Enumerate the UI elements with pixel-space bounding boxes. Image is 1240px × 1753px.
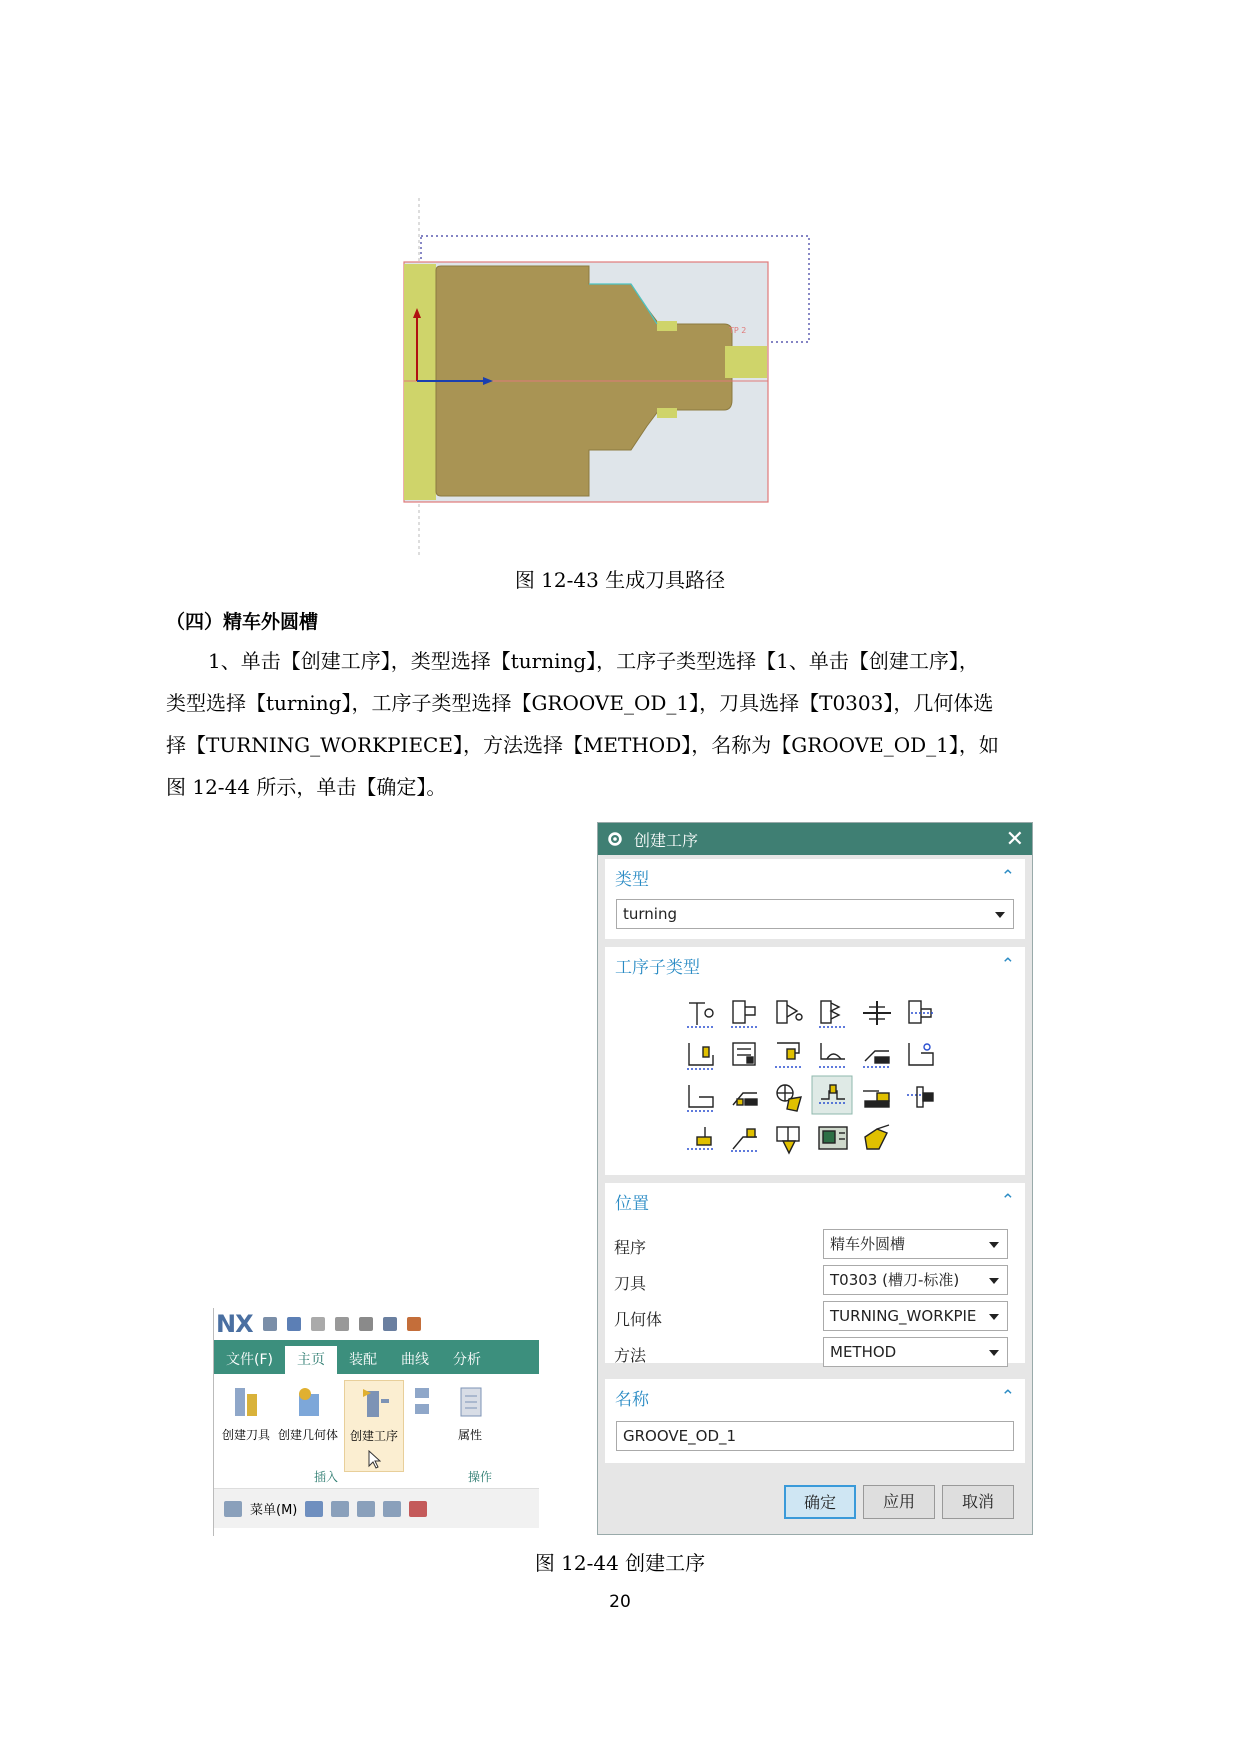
tp2-label: TP 2 bbox=[729, 326, 747, 335]
snap-icon[interactable] bbox=[357, 1501, 375, 1517]
location-section-label: 位置 bbox=[615, 1193, 649, 1214]
tool-label: 刀具 bbox=[614, 1274, 647, 1293]
dropdown-arrow-icon bbox=[989, 1242, 999, 1248]
collapse-icon[interactable]: ⌃ bbox=[1000, 867, 1015, 887]
group-operation-label: 操作 bbox=[468, 1470, 493, 1484]
create-operation-button[interactable] bbox=[344, 1380, 404, 1472]
dialog-title: 创建工序 bbox=[634, 830, 699, 850]
name-section bbox=[605, 1379, 1025, 1463]
small-tool-stack[interactable] bbox=[410, 1384, 434, 1426]
cancel-button[interactable]: 取消 bbox=[942, 1485, 1014, 1519]
gear-icon bbox=[606, 830, 624, 848]
ribbon-tools bbox=[214, 1374, 539, 1488]
create-tool-button[interactable] bbox=[216, 1384, 276, 1443]
dropdown-arrow-icon bbox=[995, 912, 1005, 918]
snap-icon[interactable] bbox=[331, 1501, 349, 1517]
create-operation-label: 创建工序 bbox=[349, 1429, 398, 1443]
snap-icon[interactable] bbox=[383, 1501, 401, 1517]
type-section-label: 类型 bbox=[615, 869, 649, 890]
body-paragraph bbox=[166, 640, 1076, 808]
collapse-icon[interactable]: ⌃ bbox=[1000, 955, 1015, 975]
figure1-caption: 图 12-43 生成刀具路径 bbox=[514, 568, 726, 592]
list-icon bbox=[412, 1384, 432, 1420]
properties-icon bbox=[453, 1384, 487, 1420]
collapse-icon[interactable]: ⌃ bbox=[1000, 1191, 1015, 1211]
dropdown-arrow-icon bbox=[989, 1314, 999, 1320]
touch-mode-icon[interactable] bbox=[383, 1317, 397, 1331]
tab-home[interactable]: 主页 bbox=[285, 1346, 337, 1374]
menu-button[interactable]: 菜单(M) bbox=[250, 1503, 298, 1518]
create-geometry-button[interactable] bbox=[278, 1384, 338, 1443]
type-section bbox=[605, 859, 1025, 939]
geometry-value: TURNING_WORKPIE bbox=[830, 1307, 977, 1325]
create-tool-icon bbox=[229, 1384, 263, 1420]
subtype-section bbox=[605, 947, 1025, 1175]
paragraph-line: 1、单击【创建工序】，类型选择【turning】，工序子类型选择【1、单击【创建工序】， bbox=[208, 649, 979, 673]
name-section-header[interactable] bbox=[605, 1379, 1025, 1415]
properties-button[interactable] bbox=[440, 1384, 500, 1443]
program-label: 程序 bbox=[614, 1238, 647, 1257]
method-label: 方法 bbox=[614, 1346, 647, 1365]
nx-logo: NX bbox=[216, 1310, 253, 1338]
geometry-label: 几何体 bbox=[614, 1310, 663, 1329]
name-input[interactable] bbox=[616, 1421, 1014, 1451]
dropdown-arrow-icon bbox=[989, 1350, 999, 1356]
create-tool-label: 创建刀具 bbox=[221, 1428, 270, 1442]
apply-button[interactable]: 应用 bbox=[863, 1485, 935, 1519]
cursor-icon bbox=[367, 1450, 381, 1470]
nx-ribbon-screenshot bbox=[213, 1308, 539, 1536]
create-geometry-icon bbox=[291, 1384, 325, 1420]
dropdown-arrow-icon bbox=[989, 1278, 999, 1284]
tab-assembly[interactable]: 装配 bbox=[348, 1352, 377, 1368]
tab-file[interactable]: 文件(F) bbox=[226, 1352, 273, 1368]
program-dropdown[interactable] bbox=[823, 1229, 1008, 1259]
create-operation-dialog bbox=[597, 822, 1033, 1535]
name-section-label: 名称 bbox=[615, 1389, 649, 1410]
page-number: 20 bbox=[609, 1592, 631, 1612]
paragraph-line: 类型选择【turning】，工序子类型选择【GROOVE_OD_1】，刀具选择【T0303】，几何体选 bbox=[166, 691, 994, 715]
tab-analysis[interactable]: 分析 bbox=[452, 1352, 481, 1368]
paragraph-line: 择【TURNING_WORKPIECE】，方法选择【METHOD】，名称为【GROOVE_OD_1】，如 bbox=[166, 733, 999, 757]
location-section-header[interactable] bbox=[605, 1183, 1025, 1219]
tool-value: T0303 (槽刀-标准) bbox=[830, 1271, 960, 1289]
copy-icon[interactable] bbox=[335, 1317, 349, 1331]
create-operation-icon bbox=[357, 1385, 391, 1421]
view-icon[interactable] bbox=[409, 1501, 427, 1517]
filter-icon[interactable] bbox=[305, 1501, 323, 1517]
name-value: GROOVE_OD_1 bbox=[623, 1427, 737, 1445]
tool-dropdown[interactable] bbox=[823, 1265, 1008, 1295]
figure2-caption: 图 12-44 创建工序 bbox=[534, 1551, 706, 1575]
method-value: METHOD bbox=[830, 1343, 897, 1361]
selected-subtype-highlight[interactable] bbox=[812, 1076, 852, 1114]
operation-subtype-grid[interactable] bbox=[605, 947, 1025, 1175]
program-value: 精车外圆槽 bbox=[830, 1235, 906, 1253]
save-icon[interactable] bbox=[263, 1317, 277, 1331]
toolpath-figure bbox=[399, 198, 819, 558]
selection-bar bbox=[214, 1488, 539, 1528]
type-dropdown[interactable] bbox=[616, 899, 1014, 929]
group-insert-label: 插入 bbox=[314, 1470, 339, 1484]
cut-icon[interactable] bbox=[311, 1317, 325, 1331]
ribbon-tabs bbox=[214, 1340, 539, 1374]
close-icon[interactable]: ✕ bbox=[1005, 826, 1024, 852]
undo-icon[interactable] bbox=[287, 1317, 301, 1331]
type-section-header[interactable] bbox=[605, 859, 1025, 895]
section-heading: （四）精车外圆槽 bbox=[166, 611, 319, 633]
type-value: turning bbox=[623, 905, 677, 923]
menu-icon bbox=[224, 1501, 242, 1517]
tab-curve[interactable]: 曲线 bbox=[400, 1352, 429, 1368]
properties-label: 属性 bbox=[457, 1428, 482, 1442]
window-icon[interactable] bbox=[407, 1317, 421, 1331]
ok-button[interactable]: 确定 bbox=[784, 1485, 856, 1519]
dialog-titlebar bbox=[598, 823, 1032, 855]
geometry-dropdown[interactable] bbox=[823, 1301, 1008, 1331]
create-geometry-label: 创建几何体 bbox=[278, 1428, 339, 1442]
paragraph-line: 图 12-44 所示，单击【确定】。 bbox=[166, 775, 447, 799]
quick-access-toolbar bbox=[214, 1308, 539, 1340]
subtype-section-label: 工序子类型 bbox=[615, 957, 700, 978]
collapse-icon[interactable]: ⌃ bbox=[1000, 1387, 1015, 1407]
method-dropdown[interactable] bbox=[823, 1337, 1008, 1367]
paste-icon[interactable] bbox=[359, 1317, 373, 1331]
